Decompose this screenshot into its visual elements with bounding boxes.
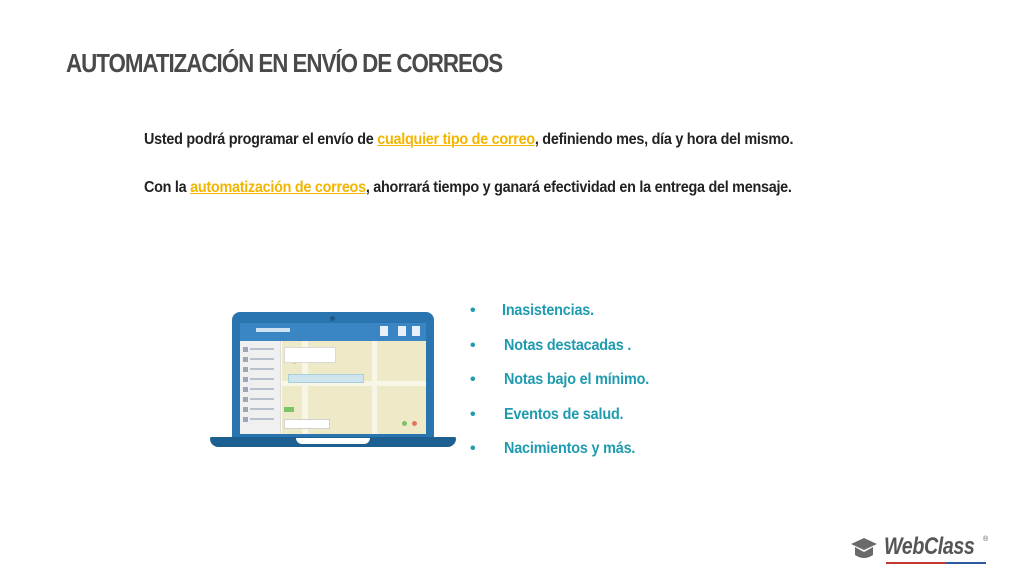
bullet-marker: • (470, 302, 476, 319)
screen-header-title (256, 328, 290, 332)
bullet-marker: • (470, 440, 476, 457)
paragraph-text: , ahorrará tiempo y ganará efectividad en la entrega del mensaje. (365, 179, 792, 196)
logo-text: WebClass (884, 533, 975, 560)
list-item-text: Inasistencias. (502, 302, 594, 319)
highlight-any-mail-type: cualquier tipo de correo (377, 131, 535, 148)
screen-contact-row (243, 367, 277, 372)
slide-title: AUTOMATIZACIÓN EN ENVÍO DE CORREOS (66, 48, 503, 78)
screen-message-input (284, 419, 330, 429)
screen-contact-row (243, 417, 277, 422)
screen-contact-row (243, 387, 277, 392)
logo-underline-red (886, 562, 946, 564)
paragraph-text: Usted podrá programar el envío de (144, 131, 378, 148)
paragraph-scheduling (144, 131, 793, 149)
highlight-mail-automation: automatización de correos (190, 179, 366, 196)
list-item-text: Nacimientos y más. (504, 440, 636, 457)
screen-contact-row (243, 407, 277, 412)
graduation-cap-icon (850, 536, 878, 567)
screen-contact-row (243, 357, 277, 362)
registered-mark: ® (983, 536, 989, 543)
paragraph-text: , definiendo mes, día y hora del mismo. (534, 131, 794, 148)
list-item-text: Notas bajo el mínimo. (504, 371, 650, 388)
laptop-notch (296, 438, 370, 444)
list-item-text: Eventos de salud. (504, 405, 624, 423)
paragraph-automation (144, 179, 792, 197)
screen-contact-row (243, 377, 277, 382)
bullet-marker: • (470, 405, 476, 423)
screen-tool-icon (412, 326, 420, 336)
screen-tool-icon (398, 326, 406, 336)
paragraph-text: Con la (144, 179, 191, 196)
logo-underline-blue (946, 562, 986, 564)
laptop-illustration (210, 312, 456, 450)
screen-header-bar (240, 323, 426, 341)
laptop-lid (232, 312, 434, 438)
webclass-logo (850, 532, 990, 568)
bullet-marker: • (470, 336, 476, 354)
screen-send-button (284, 407, 294, 412)
screen-message-card (284, 347, 336, 363)
screen-message-bubble (288, 374, 364, 383)
laptop-camera (330, 316, 335, 321)
bullet-marker: • (470, 371, 476, 388)
screen-contact-row (243, 397, 277, 402)
screen-tool-icon (380, 326, 388, 336)
screen-contact-list (240, 341, 281, 434)
laptop-screen (240, 323, 426, 434)
screen-contact-row (243, 347, 277, 352)
list-item-text: Notas destacadas . (504, 336, 632, 354)
